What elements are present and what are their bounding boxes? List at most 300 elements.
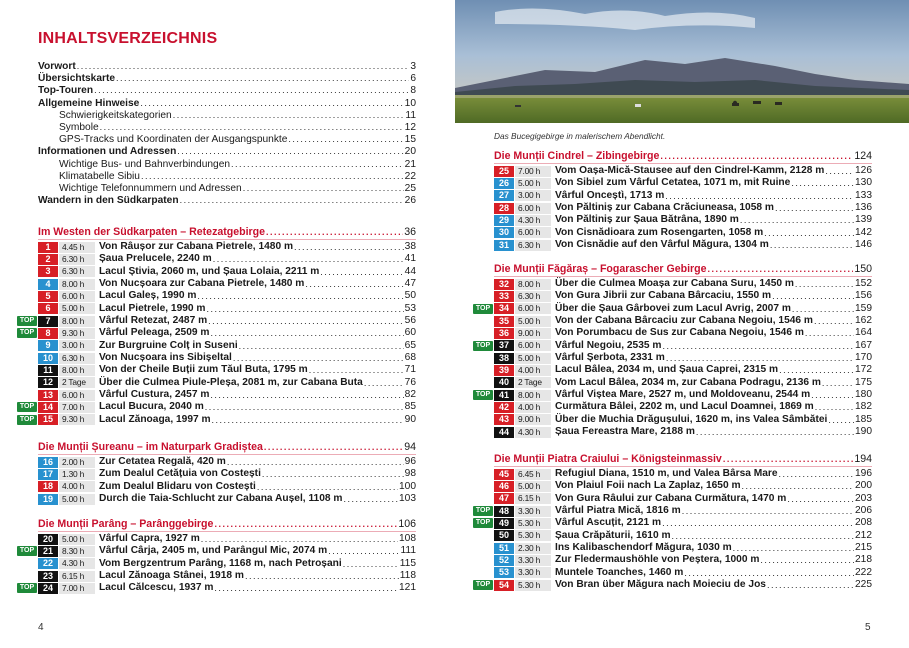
leader-dots xyxy=(245,570,399,582)
tour-title: Von Gura Râului zur Cabana Curmătura, 1470 m xyxy=(555,492,787,504)
leader-dots xyxy=(343,493,398,505)
section-heading[interactable] xyxy=(38,517,416,531)
tour-row[interactable] xyxy=(494,426,872,438)
tour-duration: 6.30 h xyxy=(59,266,95,277)
tour-duration: 5.00 h xyxy=(59,303,95,314)
top-tour-badge: TOP xyxy=(17,328,37,338)
tour-duration: 5.00 h xyxy=(515,481,551,492)
tour-duration: 8.00 h xyxy=(515,279,551,290)
toc-entry-title: GPS-Tracks und Koordinaten der Ausgangspunkte xyxy=(59,134,288,146)
tour-title: Zum Dealul Cetățuia von Costești xyxy=(99,468,261,480)
tour-number-badge: 46 xyxy=(494,481,514,492)
tour-row[interactable] xyxy=(494,480,872,492)
leader-dots xyxy=(328,545,399,557)
left-page xyxy=(0,0,452,648)
tour-row[interactable] xyxy=(494,542,872,554)
region-section xyxy=(19,225,416,426)
tour-duration: 9.30 h xyxy=(59,414,95,425)
toc-entry[interactable] xyxy=(38,194,416,206)
tour-duration: 6.30 h xyxy=(515,240,551,251)
section-title: Die Munții Făgăraș – Fogarascher Gebirge xyxy=(494,263,707,275)
tour-row[interactable] xyxy=(38,352,416,364)
leader-dots xyxy=(811,389,854,401)
tour-number-badge: 11 xyxy=(38,365,58,376)
toc-general-entries xyxy=(38,60,416,206)
section-title: Die Munții Șureanu – im Naturpark Gradiștea xyxy=(38,441,263,453)
tour-number-badge: 42 xyxy=(494,402,514,413)
tour-duration: 1.30 h xyxy=(59,469,95,480)
tour-row[interactable] xyxy=(475,517,872,529)
tour-number-badge: 44 xyxy=(494,427,514,438)
tour-row[interactable] xyxy=(38,364,416,376)
tour-row[interactable] xyxy=(494,352,872,364)
tour-number-badge: 51 xyxy=(494,543,514,554)
tour-page: 71 xyxy=(404,364,416,376)
leader-dots xyxy=(177,145,403,157)
tour-title: Vom Oașa-Mică-Stausee auf den Cindrel-Kamm, 2128 m xyxy=(555,165,825,176)
leader-dots xyxy=(770,239,854,251)
tour-row[interactable] xyxy=(494,190,872,202)
section-heading[interactable] xyxy=(494,149,872,163)
leader-dots xyxy=(672,530,854,542)
tour-duration: 8.30 h xyxy=(59,546,95,557)
leader-dots xyxy=(772,290,854,302)
tour-number-badge: 14 xyxy=(38,402,58,413)
tour-row[interactable] xyxy=(494,468,872,480)
toc-entry-title: Wichtige Bus- und Bahnverbindungen xyxy=(59,158,231,170)
tour-title: Von Nucșoara ins Sibișeltal xyxy=(99,352,232,364)
toc-entry-page: 8 xyxy=(410,85,416,97)
tour-row[interactable] xyxy=(38,456,416,468)
tour-number-badge: 23 xyxy=(38,571,58,582)
section-page: 106 xyxy=(398,518,416,530)
tour-page: 156 xyxy=(855,290,872,302)
section-rule xyxy=(38,454,416,455)
leader-dots xyxy=(266,225,403,239)
tour-duration: 6.00 h xyxy=(515,303,551,314)
toc-entry[interactable] xyxy=(38,84,416,96)
toc-entry-page: 22 xyxy=(404,170,416,182)
tour-row[interactable] xyxy=(494,377,872,389)
tour-title: Lacul Bucura, 2040 m xyxy=(99,401,204,413)
tour-duration: 5.00 h xyxy=(59,534,95,545)
tour-page: 203 xyxy=(855,492,872,504)
tour-number-badge: 18 xyxy=(38,481,58,492)
tour-row[interactable] xyxy=(38,533,416,545)
tour-row[interactable] xyxy=(38,468,416,480)
tour-page: 103 xyxy=(399,493,416,505)
tour-duration: 9.30 h xyxy=(59,328,95,339)
tour-page: 44 xyxy=(404,265,416,277)
tour-row[interactable] xyxy=(38,377,416,389)
leader-dots xyxy=(815,401,854,413)
tour-row[interactable] xyxy=(38,493,416,505)
tour-row[interactable] xyxy=(38,481,416,493)
section-page: 194 xyxy=(854,453,872,465)
section-heading[interactable] xyxy=(494,262,872,276)
tour-title: Von Nucșoara zur Cabana Pietrele, 1480 m xyxy=(99,278,305,290)
region-section xyxy=(494,149,872,251)
tour-duration: 9.00 h xyxy=(515,414,551,425)
tour-row[interactable] xyxy=(494,290,872,302)
leader-dots xyxy=(364,377,404,389)
tour-page: 41 xyxy=(404,253,416,265)
tour-duration: 2 Tage xyxy=(59,377,95,388)
leader-dots xyxy=(740,214,854,226)
tour-row[interactable] xyxy=(494,202,872,214)
toc-entry-page: 26 xyxy=(404,195,416,207)
tour-row[interactable] xyxy=(494,177,872,189)
tour-row[interactable] xyxy=(19,413,416,426)
tour-title: Durch die Taia-Schlucht zur Cabana Aușel, 1108 m xyxy=(99,493,343,505)
tour-page: 56 xyxy=(404,315,416,327)
tour-page: 82 xyxy=(404,389,416,401)
tour-row[interactable] xyxy=(475,389,872,401)
tour-page: 76 xyxy=(404,376,416,388)
region-section xyxy=(38,440,416,505)
leader-dots xyxy=(173,109,405,121)
tour-duration: 6.00 h xyxy=(59,390,95,401)
tour-duration: 8.00 h xyxy=(59,279,95,290)
tour-title: Von Cisnădioara zum Rosengarten, 1058 m xyxy=(555,226,764,238)
section-title: Die Munții Parâng – Parânggebirge xyxy=(38,518,214,530)
tour-title: Von Bran über Măgura nach Moieciu de Jos xyxy=(555,579,766,591)
tour-duration: 6.15 h xyxy=(59,571,95,582)
leader-dots xyxy=(775,202,854,214)
tour-title: Lacul Zănoaga Stânei, 1918 m xyxy=(99,570,244,582)
section-page: 150 xyxy=(854,263,872,275)
tour-number-badge: 1 xyxy=(38,242,58,253)
section-page: 124 xyxy=(854,150,872,162)
toc-entry[interactable] xyxy=(38,158,416,170)
tour-number-badge: 21 xyxy=(38,546,58,557)
top-tour-badge: TOP xyxy=(473,580,493,590)
tour-page: 172 xyxy=(855,364,872,376)
tour-row[interactable] xyxy=(494,401,872,413)
region-section xyxy=(475,452,872,591)
tour-row[interactable] xyxy=(38,340,416,352)
top-tour-badge: TOP xyxy=(17,415,37,425)
leader-dots xyxy=(742,480,855,492)
leader-dots xyxy=(708,262,854,276)
leader-dots xyxy=(665,190,854,202)
tour-page: 185 xyxy=(855,413,872,425)
page-number-right: 5 xyxy=(865,622,871,633)
tour-row[interactable] xyxy=(494,165,872,177)
leader-dots xyxy=(787,493,854,505)
tour-page: 170 xyxy=(855,352,872,364)
tour-duration: 3.00 h xyxy=(59,340,95,351)
tour-duration: 6.00 h xyxy=(59,291,95,302)
tour-duration: 4.30 h xyxy=(515,215,551,226)
tour-row[interactable] xyxy=(38,241,416,253)
toc-entry-title: Übersichtskarte xyxy=(38,73,116,85)
tour-duration: 6.45 h xyxy=(515,469,551,480)
page-number-left: 4 xyxy=(38,622,44,633)
leader-dots xyxy=(828,414,854,426)
toc-entry[interactable] xyxy=(38,60,416,72)
tour-row[interactable] xyxy=(38,290,416,302)
toc-entry[interactable] xyxy=(38,133,416,145)
section-heading[interactable] xyxy=(494,452,872,466)
toc-entry[interactable] xyxy=(38,170,416,182)
tour-row[interactable] xyxy=(19,315,416,327)
tour-number-badge: 30 xyxy=(494,227,514,238)
tour-title: Șaua Prelucele, 2240 m xyxy=(99,253,212,265)
tour-row[interactable] xyxy=(19,582,416,594)
tour-title: Curmătura Bâlei, 2202 m, und Lacul Doamnei, 1869 m xyxy=(555,401,814,413)
toc-entry-title: Informationen und Adressen xyxy=(38,146,177,158)
toc-entry[interactable] xyxy=(38,72,416,84)
tour-duration: 8.00 h xyxy=(59,316,95,327)
tour-duration: 3.30 h xyxy=(515,506,551,517)
tour-row[interactable] xyxy=(475,505,872,517)
tour-duration: 6.00 h xyxy=(515,227,551,238)
section-heading[interactable] xyxy=(38,225,416,239)
tour-row[interactable] xyxy=(19,327,416,339)
tour-title: Lacul Galeș, 1990 m xyxy=(99,290,197,302)
tour-title: Vârful Retezat, 2487 m xyxy=(99,315,208,327)
leader-dots xyxy=(205,401,404,413)
tour-row[interactable] xyxy=(19,545,416,557)
tour-page: 108 xyxy=(399,533,416,544)
tour-row[interactable] xyxy=(494,493,872,505)
tour-duration: 6.00 h xyxy=(515,340,551,351)
tour-row[interactable] xyxy=(38,278,416,290)
tour-row[interactable] xyxy=(494,364,872,376)
toc-entry-title: Top-Touren xyxy=(38,85,94,97)
leader-dots xyxy=(760,554,854,566)
tour-duration: 3.00 h xyxy=(515,190,551,201)
tour-duration: 5.30 h xyxy=(515,580,551,591)
leader-dots xyxy=(795,278,854,290)
tour-title: Zur Burgruine Colț in Suseni xyxy=(99,339,238,351)
toc-entry-title: Wichtige Telefonnummern und Adressen xyxy=(59,182,242,194)
tour-row[interactable] xyxy=(494,239,872,251)
tour-row[interactable] xyxy=(494,327,872,339)
tour-duration: 7.00 h xyxy=(515,166,551,177)
tour-duration: 5.30 h xyxy=(515,530,551,541)
leader-dots xyxy=(805,327,854,339)
tour-title: Lacul Călcescu, 1937 m xyxy=(99,582,214,594)
toc-entry-page: 21 xyxy=(404,158,416,170)
tour-row[interactable] xyxy=(494,554,872,566)
tour-duration: 4.00 h xyxy=(515,365,551,376)
tour-row[interactable] xyxy=(38,389,416,401)
tour-row[interactable] xyxy=(494,278,872,290)
tour-duration: 6.15 h xyxy=(515,493,551,504)
leader-dots xyxy=(100,121,404,133)
leader-dots xyxy=(822,377,854,389)
tour-page: 47 xyxy=(404,278,416,290)
tour-duration: 2 Tage xyxy=(515,377,551,388)
tour-row[interactable] xyxy=(494,414,872,426)
leader-dots xyxy=(116,72,409,84)
top-tour-badge: TOP xyxy=(17,546,37,556)
tour-row[interactable] xyxy=(475,302,872,315)
tour-duration: 5.00 h xyxy=(515,316,551,327)
toc-entry-title: Allgemeine Hinweise xyxy=(38,97,140,109)
toc-entry-page: 11 xyxy=(405,109,416,121)
leader-dots xyxy=(227,456,404,468)
tour-duration: 5.00 h xyxy=(515,178,551,189)
tour-page: 225 xyxy=(855,579,872,591)
tour-number-badge: 33 xyxy=(494,291,514,302)
leader-dots xyxy=(257,481,398,493)
tour-number-badge: 40 xyxy=(494,377,514,388)
tour-row[interactable] xyxy=(38,266,416,278)
tour-page: 38 xyxy=(404,241,416,252)
tour-number-badge: 52 xyxy=(494,555,514,566)
tour-title: Vârful Ascuțit, 2121 m xyxy=(555,517,662,529)
leader-dots xyxy=(243,182,404,194)
leader-dots xyxy=(213,253,404,265)
tour-number-badge: 24 xyxy=(38,583,58,594)
tour-number-badge: 26 xyxy=(494,178,514,189)
tour-page: 68 xyxy=(404,352,416,364)
toc-entry[interactable] xyxy=(38,121,416,133)
leader-dots xyxy=(141,170,404,182)
tour-page: 206 xyxy=(855,505,872,517)
tour-title: Zur Fledermaushöhle von Peștera, 1000 m xyxy=(555,554,760,566)
tour-number-badge: 48 xyxy=(494,506,514,517)
tour-number-badge: 10 xyxy=(38,353,58,364)
tour-page: 65 xyxy=(404,339,416,351)
leader-dots xyxy=(825,165,854,177)
tour-page: 152 xyxy=(855,278,872,289)
tour-page: 111 xyxy=(400,545,416,557)
tour-duration: 6.30 h xyxy=(59,254,95,265)
tour-title: Lacul Știvia, 2060 m, und Șaua Lolaia, 2211 m xyxy=(99,265,320,277)
toc-entry[interactable] xyxy=(38,109,416,121)
tour-number-badge: 7 xyxy=(38,316,58,327)
section-rule xyxy=(494,466,872,467)
leader-dots xyxy=(682,505,854,517)
leader-dots xyxy=(264,440,403,454)
leader-dots xyxy=(77,60,410,72)
tour-duration: 6.00 h xyxy=(515,203,551,214)
tour-number-badge: 15 xyxy=(38,414,58,425)
leader-dots xyxy=(210,389,403,401)
tour-row[interactable] xyxy=(494,315,872,327)
tour-row[interactable] xyxy=(38,570,416,582)
tour-number-badge: 17 xyxy=(38,469,58,480)
tour-number-badge: 34 xyxy=(494,303,514,314)
tour-page: 85 xyxy=(404,401,416,413)
toc-entry[interactable] xyxy=(38,145,416,157)
leader-dots xyxy=(779,364,854,376)
tour-duration: 4.00 h xyxy=(515,402,551,413)
toc-entry-page: 6 xyxy=(410,73,416,85)
tour-number-badge: 27 xyxy=(494,190,514,201)
tour-row[interactable] xyxy=(494,530,872,542)
tour-title: Über die Culmea Moașa zur Cabana Suru, 1450 m xyxy=(555,278,794,289)
leader-dots xyxy=(791,177,854,189)
tour-row[interactable] xyxy=(494,567,872,579)
toc-entry[interactable] xyxy=(38,182,416,194)
tour-number-badge: 53 xyxy=(494,567,514,578)
tour-number-badge: 39 xyxy=(494,365,514,376)
tour-number-badge: 12 xyxy=(38,377,58,388)
tour-row[interactable] xyxy=(475,339,872,352)
tour-number-badge: 19 xyxy=(38,494,58,505)
tour-title: Muntele Toanches, 1460 m xyxy=(555,566,684,578)
section-heading[interactable] xyxy=(38,440,416,454)
tour-page: 139 xyxy=(855,214,872,226)
top-tour-badge: TOP xyxy=(473,341,493,351)
tour-title: Von Păltiniș zur Cabana Crăciuneasa, 1058 m xyxy=(555,202,774,214)
tour-title: Von Păltiniș zur Șaua Bătrâna, 1890 m xyxy=(555,214,739,226)
leader-dots xyxy=(201,533,398,545)
right-page xyxy=(455,0,909,648)
tour-page: 53 xyxy=(404,302,416,314)
tour-row[interactable] xyxy=(19,401,416,413)
top-tour-badge: TOP xyxy=(473,304,493,314)
tour-row[interactable] xyxy=(494,227,872,239)
tour-number-badge: 41 xyxy=(494,390,514,401)
tour-number-badge: 8 xyxy=(38,328,58,339)
tour-number-badge: 38 xyxy=(494,353,514,364)
leader-dots xyxy=(239,340,404,352)
leader-dots xyxy=(779,468,854,480)
tour-page: 126 xyxy=(855,165,872,176)
tour-page: 60 xyxy=(404,327,416,339)
tour-number-badge: 9 xyxy=(38,340,58,351)
toc-entry-title: Symbole xyxy=(59,121,99,133)
region-section xyxy=(19,517,416,595)
leader-dots xyxy=(294,241,404,253)
tour-title: Vârful Cârja, 2405 m, und Parângul Mic, 2074 m xyxy=(99,545,328,557)
toc-entry[interactable] xyxy=(38,97,416,109)
tour-page: 100 xyxy=(399,480,416,492)
tour-number-badge: 47 xyxy=(494,493,514,504)
tour-title: Zum Dealul Blidaru von Costești xyxy=(99,480,256,492)
leader-dots xyxy=(206,303,403,315)
section-page: 36 xyxy=(404,226,416,238)
tour-page: 136 xyxy=(855,202,872,214)
tour-row[interactable] xyxy=(38,303,416,315)
tour-page: 130 xyxy=(855,177,872,189)
tour-title: Über die Șaua Gârbovei zum Lacul Avrig, 2007 m xyxy=(555,302,791,314)
toc-entry-page: 25 xyxy=(404,182,416,194)
tour-duration: 5.00 h xyxy=(59,494,95,505)
leader-dots xyxy=(210,327,403,339)
tour-title: Vârful Viștea Mare, 2527 m, und Moldoveanu, 2544 m xyxy=(555,389,811,401)
landscape-photo xyxy=(455,0,909,123)
tour-row[interactable] xyxy=(475,579,872,591)
tour-duration: 6.30 h xyxy=(59,353,95,364)
tour-row[interactable] xyxy=(494,214,872,226)
tour-title: Vârful Custura, 2457 m xyxy=(99,389,210,401)
toc-entry-page: 3 xyxy=(410,61,416,72)
leader-dots xyxy=(305,278,403,290)
tour-row[interactable] xyxy=(38,558,416,570)
tour-number-badge: 3 xyxy=(38,266,58,277)
section-title: Im Westen der Südkarpaten – Retezatgebirge xyxy=(38,226,266,238)
leader-dots xyxy=(662,517,854,529)
toc-entry-page: 12 xyxy=(404,121,416,133)
top-tour-badge: TOP xyxy=(17,316,37,326)
toc-entry-page: 20 xyxy=(404,146,416,158)
tour-duration: 4.30 h xyxy=(59,558,95,569)
toc-entry-title: Wandern in den Südkarpaten xyxy=(38,195,179,207)
tour-page: 96 xyxy=(404,456,416,467)
tour-number-badge: 32 xyxy=(494,279,514,290)
tour-page: 167 xyxy=(855,339,872,351)
tour-row[interactable] xyxy=(38,253,416,265)
tour-page: 200 xyxy=(855,480,872,492)
tour-title: Von Cisnădie auf den Vârful Măgura, 1304 m xyxy=(555,239,769,251)
